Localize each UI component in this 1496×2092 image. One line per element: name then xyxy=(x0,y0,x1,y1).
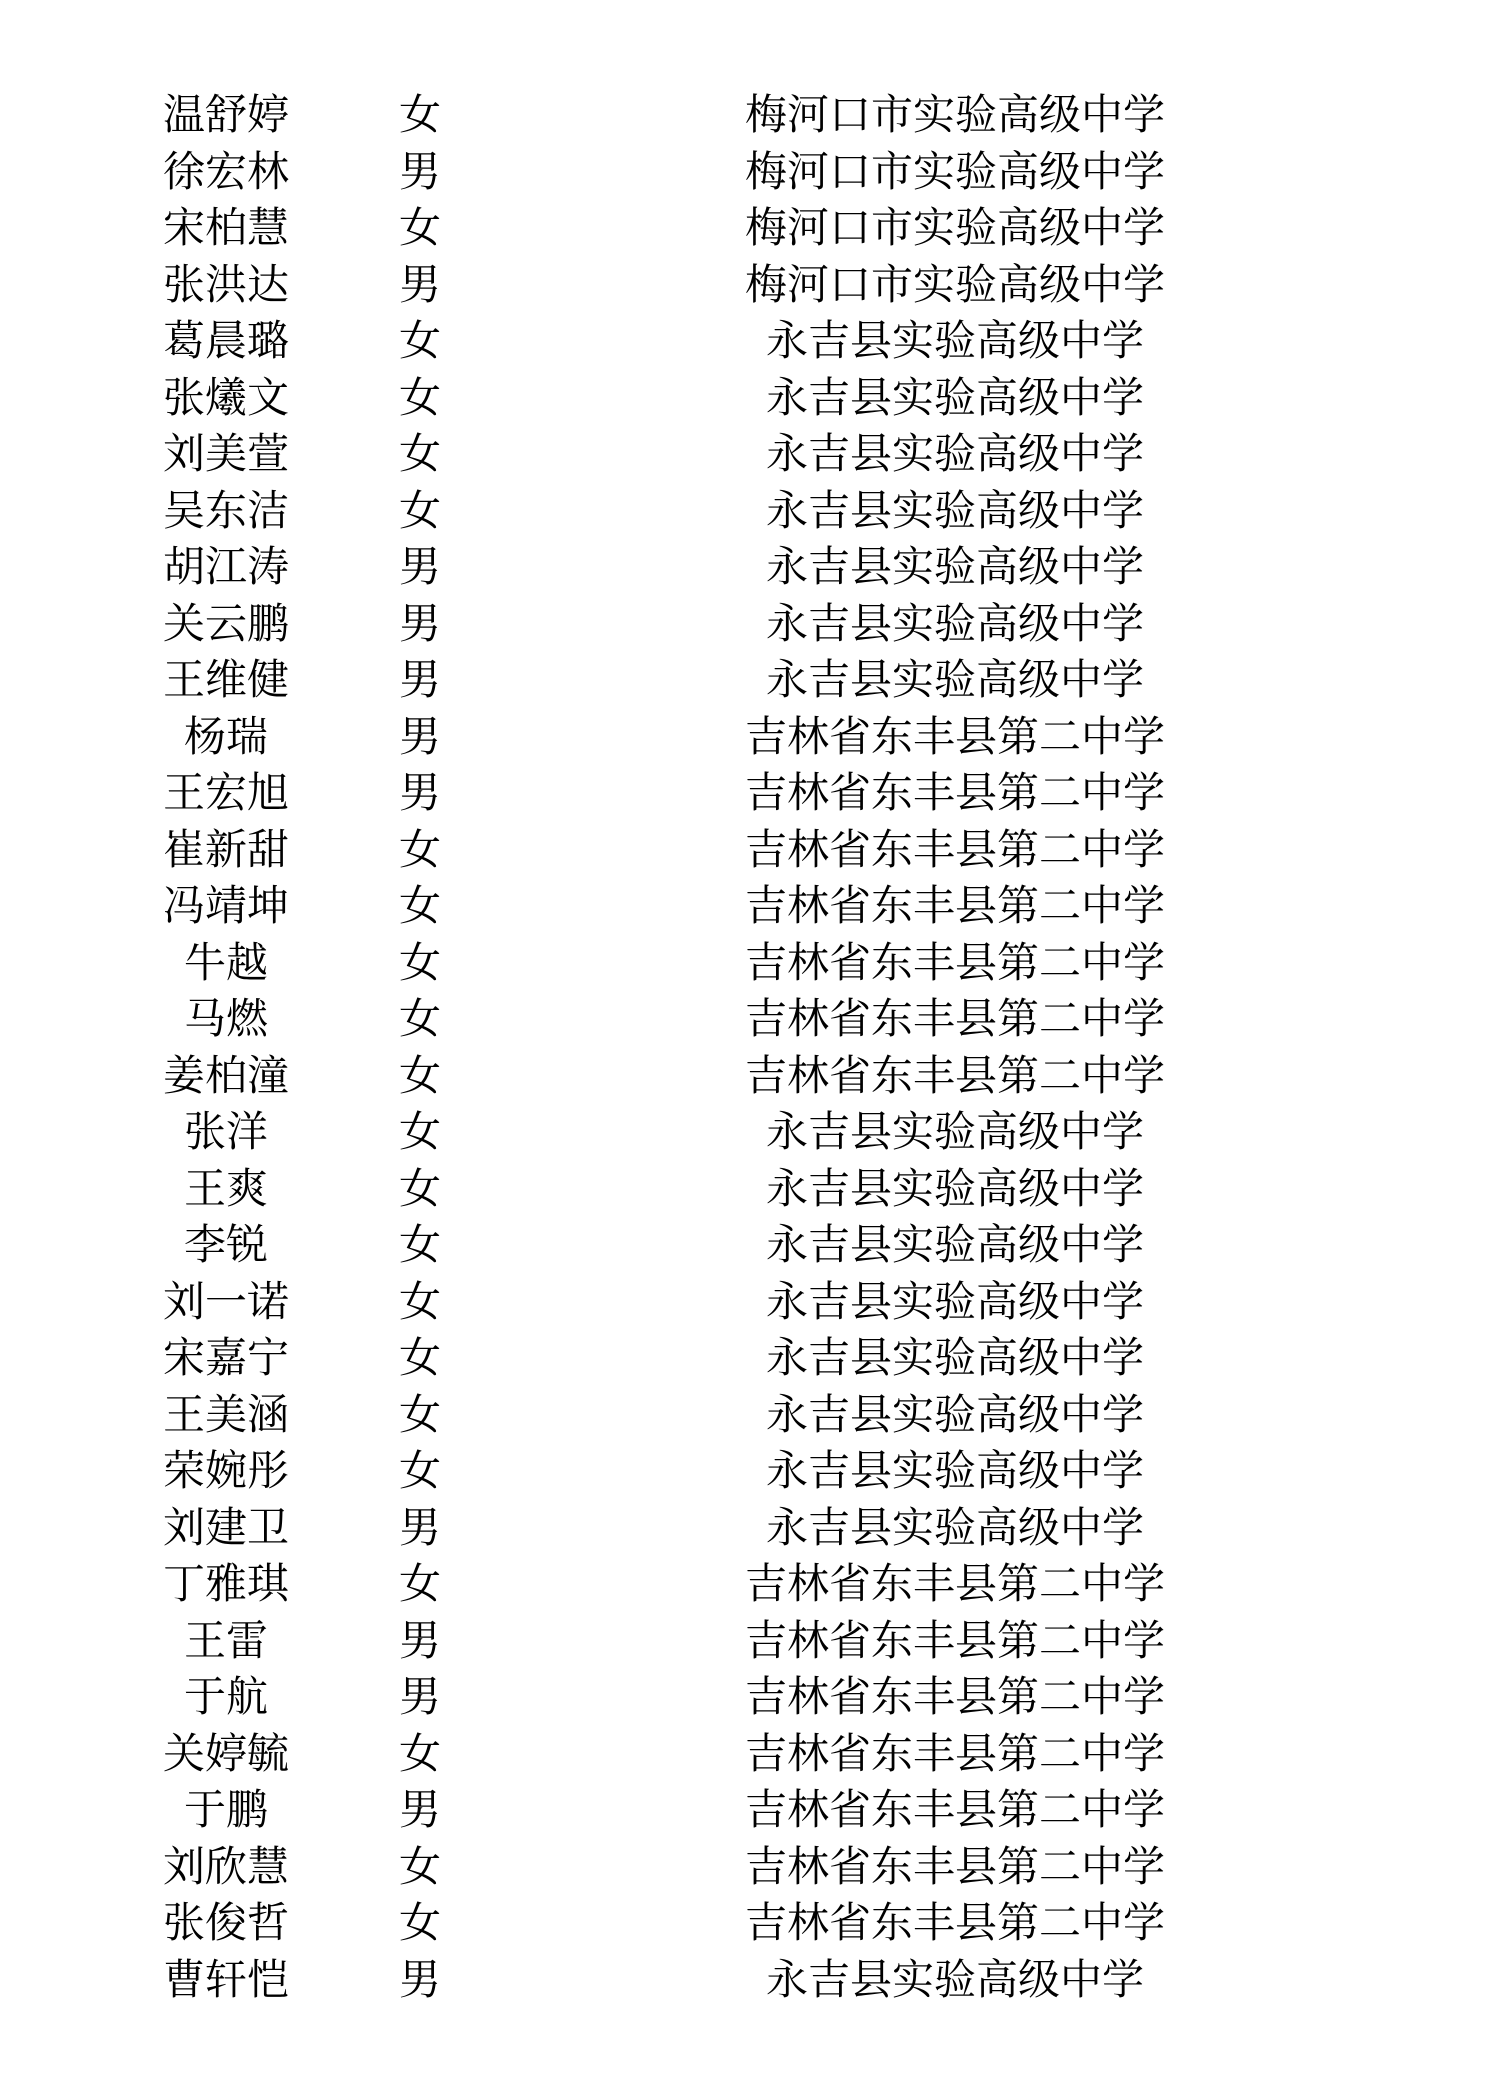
student-gender: 男 xyxy=(398,259,441,309)
roster-row xyxy=(0,1161,1496,1218)
student-gender: 女 xyxy=(398,937,441,987)
roster-row xyxy=(0,1274,1496,1331)
student-school: 吉林省东丰县第二中学 xyxy=(744,881,1165,930)
roster-row xyxy=(0,652,1496,709)
student-school: 吉林省东丰县第二中学 xyxy=(744,1559,1165,1608)
student-name: 杨瑞 xyxy=(183,711,268,761)
student-school: 梅河口市实验高级中学 xyxy=(744,259,1165,309)
student-school: 永吉县实验高级中学 xyxy=(765,372,1144,422)
student-gender: 女 xyxy=(398,1107,441,1156)
roster-row xyxy=(0,822,1496,879)
roster-row xyxy=(0,935,1496,992)
student-gender: 女 xyxy=(398,824,441,874)
student-school: 永吉县实验高级中学 xyxy=(765,655,1144,704)
student-gender: 男 xyxy=(398,768,441,817)
student-school: 永吉县实验高级中学 xyxy=(765,1389,1144,1439)
roster-row xyxy=(0,991,1496,1048)
student-gender: 男 xyxy=(398,655,441,704)
roster-row xyxy=(0,1387,1496,1444)
student-gender: 男 xyxy=(398,1672,441,1721)
student-name: 荣婉彤 xyxy=(162,1446,289,1495)
student-school: 永吉县实验高级中学 xyxy=(765,485,1144,535)
roster-row xyxy=(0,313,1496,370)
student-name: 王宏旭 xyxy=(162,768,289,817)
student-name: 葛晨璐 xyxy=(162,316,289,365)
student-school: 吉林省东丰县第二中学 xyxy=(744,1615,1165,1665)
student-gender: 女 xyxy=(398,1050,441,1100)
roster-row xyxy=(0,1895,1496,1952)
student-school: 永吉县实验高级中学 xyxy=(765,429,1144,478)
student-gender: 男 xyxy=(398,146,441,196)
student-gender: 女 xyxy=(398,1163,441,1213)
student-school: 永吉县实验高级中学 xyxy=(765,1502,1144,1552)
student-name: 牛越 xyxy=(183,937,268,987)
roster-row xyxy=(0,1330,1496,1387)
student-name: 刘一诺 xyxy=(162,1276,289,1326)
student-gender: 男 xyxy=(398,542,441,591)
student-school: 吉林省东丰县第二中学 xyxy=(744,711,1165,761)
student-gender: 男 xyxy=(398,598,441,648)
student-name: 马燃 xyxy=(183,994,268,1043)
student-name: 刘建卫 xyxy=(162,1502,289,1552)
roster-row xyxy=(0,1443,1496,1500)
student-school: 梅河口市实验高级中学 xyxy=(744,146,1165,196)
student-gender: 女 xyxy=(398,372,441,422)
student-gender: 女 xyxy=(398,485,441,535)
student-school: 永吉县实验高级中学 xyxy=(765,1163,1144,1213)
student-school: 梅河口市实验高级中学 xyxy=(744,90,1165,139)
student-name: 关云鹏 xyxy=(162,598,289,648)
student-name: 冯靖坤 xyxy=(162,881,289,930)
student-name: 于航 xyxy=(183,1672,268,1721)
student-school: 吉林省东丰县第二中学 xyxy=(744,1050,1165,1100)
roster-row xyxy=(0,1613,1496,1670)
student-name: 徐宏林 xyxy=(162,146,289,196)
roster-row xyxy=(0,426,1496,483)
student-school: 永吉县实验高级中学 xyxy=(765,598,1144,648)
student-name: 李锐 xyxy=(183,1220,268,1269)
student-school: 永吉县实验高级中学 xyxy=(765,1333,1144,1382)
student-gender: 女 xyxy=(398,1446,441,1495)
roster-row xyxy=(0,1217,1496,1274)
student-gender: 女 xyxy=(398,1389,441,1439)
student-name: 关婷毓 xyxy=(162,1728,289,1778)
student-school: 吉林省东丰县第二中学 xyxy=(744,1841,1165,1891)
student-school: 永吉县实验高级中学 xyxy=(765,1954,1144,2004)
roster-row xyxy=(0,1782,1496,1839)
roster-row xyxy=(0,1726,1496,1783)
roster-row xyxy=(0,1048,1496,1105)
student-school: 永吉县实验高级中学 xyxy=(765,542,1144,591)
student-name: 曹轩恺 xyxy=(162,1954,289,2004)
roster-row xyxy=(0,1500,1496,1557)
student-gender: 女 xyxy=(398,994,441,1043)
student-school: 吉林省东丰县第二中学 xyxy=(744,824,1165,874)
student-gender: 女 xyxy=(398,429,441,478)
student-gender: 女 xyxy=(398,1559,441,1608)
roster-row xyxy=(0,87,1496,144)
roster-row xyxy=(0,765,1496,822)
student-school: 永吉县实验高级中学 xyxy=(765,316,1144,365)
student-school: 永吉县实验高级中学 xyxy=(765,1276,1144,1326)
student-gender: 男 xyxy=(398,1502,441,1552)
student-school: 吉林省东丰县第二中学 xyxy=(744,1785,1165,1834)
student-gender: 男 xyxy=(398,1785,441,1834)
student-name: 崔新甜 xyxy=(162,824,289,874)
student-name: 丁雅琪 xyxy=(162,1559,289,1608)
roster-row xyxy=(0,1556,1496,1613)
student-gender: 女 xyxy=(398,1333,441,1382)
student-name: 刘美萱 xyxy=(162,429,289,478)
student-name: 张洪达 xyxy=(162,259,289,309)
student-gender: 女 xyxy=(398,1728,441,1778)
student-school: 吉林省东丰县第二中学 xyxy=(744,768,1165,817)
student-gender: 女 xyxy=(398,881,441,930)
student-school: 吉林省东丰县第二中学 xyxy=(744,937,1165,987)
student-gender: 女 xyxy=(398,203,441,252)
student-name: 宋柏慧 xyxy=(162,203,289,252)
student-school: 吉林省东丰县第二中学 xyxy=(744,994,1165,1043)
student-name: 宋嘉宁 xyxy=(162,1333,289,1382)
student-school: 永吉县实验高级中学 xyxy=(765,1220,1144,1269)
roster-row xyxy=(0,200,1496,257)
student-school: 吉林省东丰县第二中学 xyxy=(744,1672,1165,1721)
student-school: 梅河口市实验高级中学 xyxy=(744,203,1165,252)
student-gender: 女 xyxy=(398,1276,441,1326)
student-name: 刘欣慧 xyxy=(162,1841,289,1891)
roster-row xyxy=(0,1839,1496,1896)
student-name: 吴东洁 xyxy=(162,485,289,535)
student-name: 姜柏潼 xyxy=(162,1050,289,1100)
roster-row xyxy=(0,144,1496,201)
student-gender: 男 xyxy=(398,711,441,761)
roster-row xyxy=(0,483,1496,540)
roster-row xyxy=(0,539,1496,596)
student-name: 温舒婷 xyxy=(162,90,289,139)
student-gender: 女 xyxy=(398,316,441,365)
student-gender: 女 xyxy=(398,1898,441,1947)
student-gender: 男 xyxy=(398,1615,441,1665)
roster-row xyxy=(0,878,1496,935)
student-name: 张俊哲 xyxy=(162,1898,289,1947)
roster-row xyxy=(0,1669,1496,1726)
roster-row xyxy=(0,596,1496,653)
student-name: 于鹏 xyxy=(183,1785,268,1834)
student-gender: 女 xyxy=(398,1220,441,1269)
student-gender: 女 xyxy=(398,90,441,139)
student-school: 永吉县实验高级中学 xyxy=(765,1107,1144,1156)
roster-row xyxy=(0,1104,1496,1161)
student-school: 永吉县实验高级中学 xyxy=(765,1446,1144,1495)
roster-row xyxy=(0,1952,1496,2009)
student-name: 王雷 xyxy=(183,1615,268,1665)
student-name: 王爽 xyxy=(183,1163,268,1213)
student-gender: 男 xyxy=(398,1954,441,2004)
student-roster xyxy=(0,87,1496,2008)
roster-row xyxy=(0,709,1496,766)
student-school: 吉林省东丰县第二中学 xyxy=(744,1898,1165,1947)
student-school: 吉林省东丰县第二中学 xyxy=(744,1728,1165,1778)
student-gender: 女 xyxy=(398,1841,441,1891)
student-name: 张洋 xyxy=(183,1107,268,1156)
roster-row xyxy=(0,257,1496,314)
student-name: 王美涵 xyxy=(162,1389,289,1439)
student-name: 胡江涛 xyxy=(162,542,289,591)
student-name: 王维健 xyxy=(162,655,289,704)
student-name: 张爔文 xyxy=(162,372,289,422)
roster-row xyxy=(0,370,1496,427)
